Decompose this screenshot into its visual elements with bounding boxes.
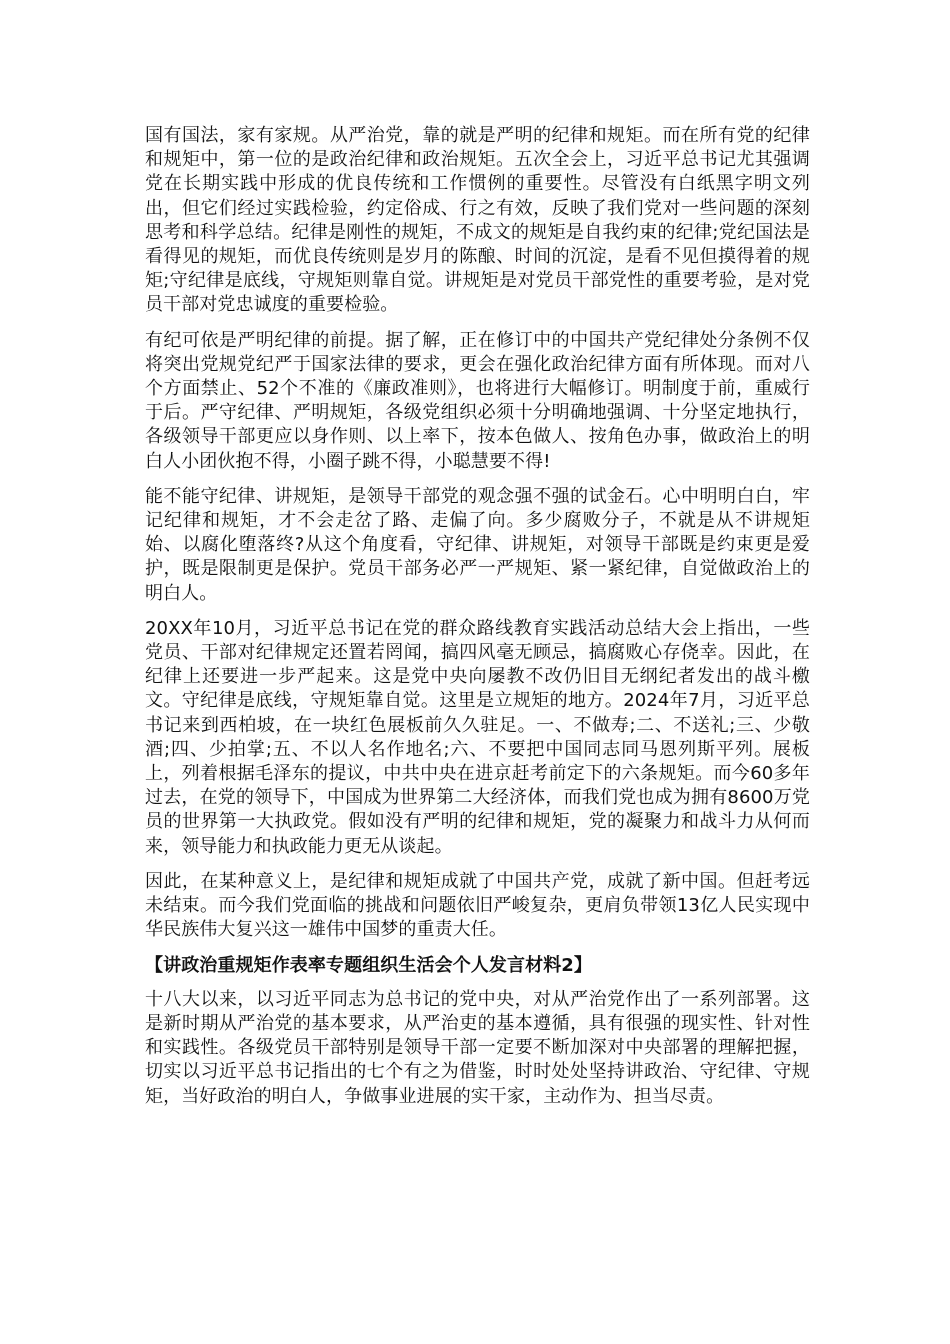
paragraph-5: 因此，在某种意义上，是纪律和规矩成就了中国共产党，成就了新中国。但赶考远未结束。而今我们党面临的挑战和问题依旧严峻复杂，更肩负带领13亿人民实现中华民族伟大复兴这一雄伟中国梦的重责大任。 [145, 870, 810, 941]
paragraph-4: 20XX年10月，习近平总书记在党的群众路线教育实践活动总结大会上指出，一些党员、干部对纪律规定还置若罔闻，搞四风毫无顾忌，搞腐败心存侥幸。因此，在纪律上还要进一步严起来。这是党中央向屡教不改仍旧目无纲纪者发出的战斗檄文。守纪律是底线，守规矩靠自觉。这里是立规矩的地方。2024年7月，习近平总书记来到西柏坡，在一块红色展板前久久驻足。一、不做寿;二、不送礼;三、少敬酒;四、少拍掌;五、不以人名作地名;六、不要把中国同志同马恩列斯平列。展板上，列着根据毛泽东的提议，中共中央在进京赶考前定下的六条规矩。而今60多年过去，在党的领导下，中国成为世界第二大经济体，而我们党也成为拥有8600万党员的世界第一大执政党。假如没有严明的纪律和规矩，党的凝聚力和战斗力从何而来，领导能力和执政能力更无从谈起。 [145, 617, 810, 857]
document-page [145, 124, 810, 1120]
paragraph-3: 能不能守纪律、讲规矩，是领导干部党的观念强不强的试金石。心中明明白白，牢记纪律和规矩，才不会走岔了路、走偏了向。多少腐败分子，不就是从不讲规矩始、以腐化堕落终?从这个角度看，守纪律、讲规矩，对领导干部既是约束更是爱护，既是限制更是保护。党员干部务必严一严规矩、紧一紧纪律，自觉做政治上的明白人。 [145, 485, 810, 604]
section-heading: 【讲政治重规矩作表率专题组织生活会个人发言材料2】 [145, 954, 593, 976]
paragraph-2: 有纪可依是严明纪律的前提。据了解，正在修订中的中国共产党纪律处分条例不仅将突出党规党纪严于国家法律的要求，更会在强化政治纪律方面有所体现。而对八个方面禁止、52个不准的《廉政准则》，也将进行大幅修订。明制度于前，重威行于后。严守纪律、严明规矩，各级党组织必须十分明确地强调、十分坚定地执行，各级领导干部更应以身作则、以上率下，按本色做人、按角色办事，做政治上的明白人小团伙抱不得，小圈子跳不得，小聪慧要不得! [145, 329, 810, 472]
paragraph-1: 国有国法，家有家规。从严治党，靠的就是严明的纪律和规矩。而在所有党的纪律和规矩中，第一位的是政治纪律和政治规矩。五次全会上，习近平总书记尤其强调党在长期实践中形成的优良传统和工作惯例的重要性。尽管没有白纸黑字明文列出，但它们经过实践检验，约定俗成、行之有效，反映了我们党对一些问题的深刻思考和科学总结。纪律是刚性的规矩，不成文的规矩是自我约束的纪律;党纪国法是看得见的规矩，而优良传统则是岁月的陈酿、时间的沉淀，是看不见但摸得着的规矩;守纪律是底线，守规矩则靠自觉。讲规矩是对党员干部党性的重要考验，是对党员干部对党忠诚度的重要检验。 [145, 125, 810, 316]
paragraph-6: 十八大以来，以习近平同志为总书记的党中央，对从严治党作出了一系列部署。这是新时期从严治党的基本要求，从严治吏的基本遵循，具有很强的现实性、针对性和实践性。各级党员干部特别是领导干部一定要不断加深对中央部署的理解把握，切实以习近平总书记指出的七个有之为借鉴，时时处处坚持讲政治、守纪律、守规矩，当好政治的明白人，争做事业进展的实干家，主动作为、担当尽责。 [145, 988, 810, 1107]
